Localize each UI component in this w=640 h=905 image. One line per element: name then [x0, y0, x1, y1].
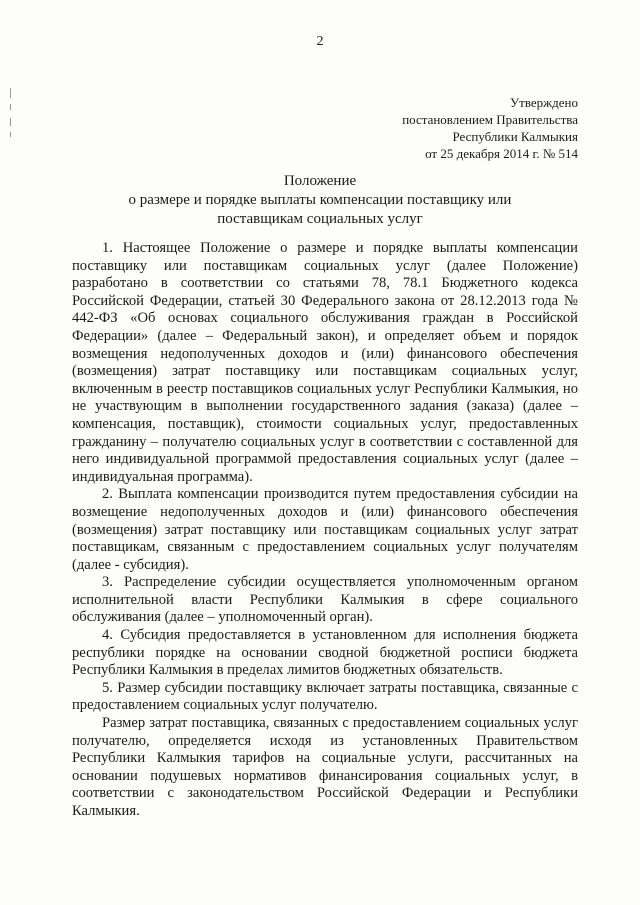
- paragraph-6: Размер затрат поставщика, связанных с предоставлением социальных услуг получателю, определяется исходя из установленных Правительством Республики Калмыкия тарифов на социальные услуги, рассчитанных на основании подушевых нормативов финансирования социальных услуг, в соответствии с законодательством Российской Федерации и Республики Калмыкия.: [72, 715, 578, 819]
- scan-edge-mark: [10, 132, 11, 137]
- document-title: [0, 172, 640, 229]
- approval-date: от 25 декабря 2014 г. № 514: [425, 146, 578, 161]
- title-subtitle: поставщикам социальных услуг: [217, 211, 423, 227]
- scan-edge-mark: [10, 104, 11, 110]
- title-heading: Положение: [283, 173, 357, 189]
- paragraph-3: 3. Распределение субсидии осуществляется уполномоченным органом исполнительной власти Республики Калмыкия в сфере социального обслуживания (далее – уполномоченный орган).: [72, 574, 578, 626]
- paragraph-5: 5. Размер субсидии поставщику включает затраты поставщика, связанные с предоставлением социальных услуг получателю.: [72, 679, 578, 714]
- scan-edge-mark: [10, 88, 11, 98]
- page-number: 2: [316, 34, 324, 49]
- scan-edge-mark: [10, 118, 11, 126]
- paragraph-2: 2. Выплата компенсации производится путем предоставления субсидии на возмещение недополученных доходов и (или) финансового обеспечения (возмещения) затрат поставщику или поставщикам социальных услуг затрат поставщикам, связанным с предоставлением социальных услуг получателям (далее - субсидия).: [72, 486, 578, 573]
- paragraph-1: 1. Настоящее Положение о размере и порядке выплаты компенсации поставщику или поставщикам социальных услуг (далее Положение) разработано в соответствии со статьями 78, 78.1 Бюджетного кодекса Российской Федерации, статьей 30 Федерального закона от 28.12.2013 года № 442-ФЗ «Об основах социального обслуживания граждан в Российской Федерации» (далее – Федеральный закон), и определяет объем и порядок возмещения недополученных доходов и (или) финансового обеспечения (возмещения) затрат поставщику или поставщикам социальных услуг, включенным в реестр поставщиков социальных услуг Республики Калмыкия, но не участвующим в выполнении государственного задания (заказа) (далее – компенсация, поставщик), стоимости социальных услуг, предоставленных гражданину – получателю социальных услуг в соответствии с составленной для него индивидуальной программой предоставления социальных услуг (далее – индивидуальная программа).: [72, 240, 578, 485]
- approval-stamp: [402, 94, 578, 162]
- paragraph-4: 4. Субсидия предоставляется в установленном для исполнения бюджета республики порядке на основании сводной бюджетной росписи бюджета Республики Калмыкия в пределах лимитов бюджетных обязательств.: [72, 627, 578, 679]
- approval-line: постановлением Правительства: [402, 112, 578, 127]
- approval-line: Утверждено: [509, 95, 578, 110]
- document-body: [72, 240, 578, 821]
- title-subtitle: о размере и порядке выплаты компенсации поставщику или: [128, 192, 512, 208]
- approval-line: Республики Калмыкия: [452, 129, 578, 144]
